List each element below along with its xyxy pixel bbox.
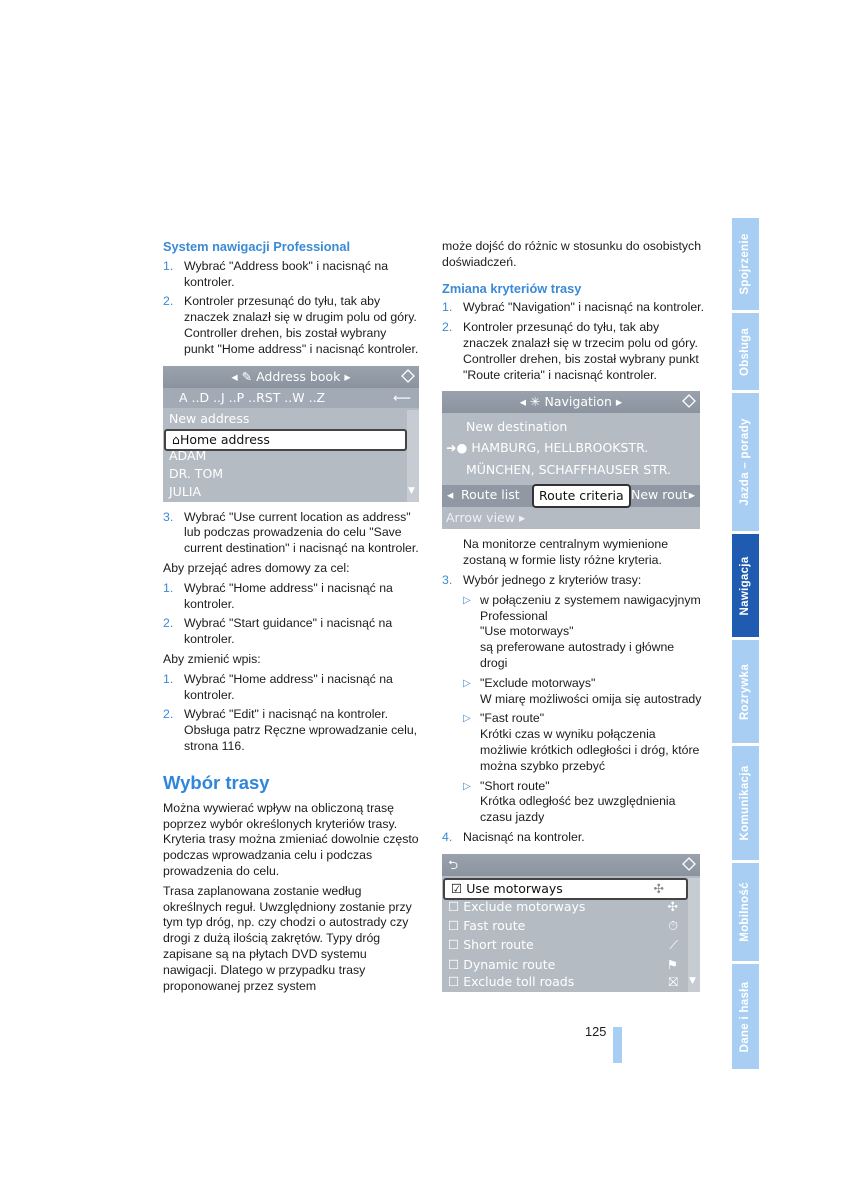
option-line: w połączeniu z systemem nawigacyjnym Professional [480,592,701,623]
option-line: "Fast route" [480,711,545,726]
row-label: Dynamic route [463,956,556,972]
option-line: "Exclude motorways" [480,675,596,690]
triangle-bullet-icon: ▷ [463,594,471,606]
option-short-route[interactable] [442,936,688,954]
paragraph: Na monitorze centralnym wymienione zostaną w formie listy różne kryteria. [463,537,669,568]
option-dynamic-route[interactable] [442,956,688,974]
option-line: "Use motorways" [480,624,574,639]
chevron-down-icon: ▼ [689,975,696,986]
arrow-right-icon: ➜● [446,440,472,456]
steps-list-criteria [442,300,704,383]
scrollbar[interactable] [688,878,700,992]
option-exclude-toll-roads[interactable] [442,973,688,991]
tab-obsluga[interactable] [732,313,759,390]
row-label: Exclude motorways [463,898,586,914]
tab-label: Obsługa [738,327,751,376]
row-label: Exclude toll roads [463,973,575,989]
option-line: Krótka odległość bez uwzględnienia czasu jazdy [480,794,676,825]
step-text: Wybrać "Navigation" i nacisnąć na kontroler. [463,300,705,315]
tab-label: Nawigacja [738,556,751,615]
tab-spojrzenie[interactable] [732,218,759,310]
row-label: ADAM [169,447,207,463]
tab-new-route[interactable]: New rout [631,487,688,503]
checkbox-checked-icon: ☑ [451,880,467,896]
row-label: DR. TOM [169,465,224,481]
list-item [463,711,704,774]
paragraph: Można wywierać wpływ na obliczoną trasę poprzez wybór określonych kryteriów trasy. Kryteria trasy można zmieniać dowolnie często podczas wprowadzania celu i podczas prowadzenia do celu. [163,800,419,878]
list-item[interactable] [442,418,688,436]
option-line: W miarę możliwości omija się autostrady [480,691,702,706]
tab-label: Spojrzenie [738,233,751,295]
settings-diamond-icon [401,369,415,383]
tab-dane-i-hasla[interactable] [732,964,759,1069]
list-item[interactable] [163,483,407,501]
letter-range: A ..D ..J ..P ..RST ..W ..Z [179,389,326,405]
right-column [442,239,704,1000]
row-label: Fast route [463,917,526,933]
checkbox-icon: ☐ [448,956,464,972]
steps-list-step4 [442,830,704,846]
step-number: 4. [442,829,453,844]
address-book-icon: ✎ [241,368,257,384]
list-item [442,573,704,589]
settings-diamond-icon [682,857,696,871]
list-item [463,779,704,826]
steps-list-step3 [442,573,704,589]
tab-right-arrow-icon[interactable]: ▸ [688,487,695,503]
option-exclude-motorways[interactable] [442,898,688,916]
chevron-right-icon: ▸ [514,510,526,526]
tab-rozrywka[interactable] [732,640,759,743]
triangle-bullet-icon: ▷ [463,677,471,689]
tab-komunikacja[interactable] [732,746,759,860]
tab-label: Rozrywka [738,663,751,720]
chevron-down-icon: ▼ [408,485,415,496]
letter-selector[interactable] [163,388,419,408]
step-text: Kontroler przesunąć do tyłu, tak aby znaczek znalazł się w trzecim polu od góry. Controller drehen, bis został wybrany punkt "Route criteria" i nacisnąć kontroler. [463,320,699,382]
option-use-motorways[interactable] [443,878,688,900]
row-label: Use motorways [466,880,563,896]
tab-left-arrow-icon[interactable]: ◂ [447,487,454,503]
tab-label: Jazda – porady [738,418,751,506]
tab-label: Mobilność [738,882,751,942]
arrow-view-label: Arrow view [446,510,515,526]
paragraph: może dojść do różnic w stosunku do osobistych doświadczeń. [442,239,702,269]
tab-mobilnosc[interactable] [732,863,759,961]
row-label: Home address [179,431,270,447]
page-number: 125 [585,1024,607,1039]
screen-title: Navigation [544,394,612,410]
step-text: Wybrać "Home address" i nacisnąć na kontroler. [184,671,393,702]
navigation-screen [442,391,700,529]
list-item [442,320,704,383]
list-item [442,300,704,316]
step-text: Wybrać "Use current location as address" lub podczas prowadzenia do celu "Save current destination" i nacisnąć na kontroler. [184,509,419,556]
step-number: 1. [442,300,453,315]
back-arrow-icon[interactable]: ⮌ [448,856,459,872]
route-criteria-screen [442,854,700,992]
traffic-icon: ⚑ [666,956,678,972]
settings-diamond-icon [682,394,696,408]
paragraph: Trasa zaplanowana zostanie według określnych reguł. Uwzględniony zostanie przy tym typ dróg, np. czy chodzi o autostrady czy drogi z dużą ilością zakrętów. Typy dróg zapisane są na płytach DVD systemu nawigacji. Dlatego w przypadku trasy proponowanej przez system [163,883,412,993]
step-text: Kontroler przesunąć do tyłu, tak aby znaczek znalazł się w drugim polu od góry. Controller drehen, bis został wybrany punkt "Home address" i nacisnąć kontroler. [184,294,419,356]
address-book-screen [163,366,419,502]
step-number: 2. [163,707,174,722]
step-number: 2. [163,616,174,631]
checkbox-icon: ☐ [448,898,464,914]
list-item [163,707,419,754]
no-motorway-icon: ✣ [667,898,678,914]
step-number: 2. [442,320,453,335]
step-number: 3. [442,572,453,587]
section-title-nav-professional: System nawigacji Professional [163,239,351,254]
toll-icon: ⛝ [668,973,678,989]
paragraph: Aby przejąć adres domowy za cel: [163,560,350,575]
paragraph: Aby zmienić wpis: [163,651,261,666]
backspace-icon: ⟵ [393,389,411,405]
motorway-icon: ✣ [653,880,664,896]
chevron-right-icon: ▸ [615,394,623,410]
row-label: New destination [466,419,568,435]
step-text: Wybrać "Edit" i nacisnąć na kontroler. Obsługa patrz Ręczne wprowadzanie celu, strona 116. [184,707,418,753]
left-column [163,239,419,998]
section-title-route-selection: Wybór trasy [163,771,270,793]
stopwatch-icon: ⏱ [668,917,678,933]
tab-nawigacja[interactable] [732,534,759,637]
list-item [163,259,419,291]
list-item [463,676,704,708]
ruler-icon: ⟋ [669,936,678,952]
chevron-left-icon: ◂ [231,368,242,384]
screen-title-bar [442,391,700,413]
list-item[interactable] [163,465,407,483]
list-item [463,593,704,672]
tab-jazda-porady[interactable] [732,393,759,531]
home-icon: ⌂ [172,431,180,447]
row-label: MÜNCHEN, SCHAFFHAUSER STR. [466,462,671,478]
step-text: Wybrać "Home address" i nacisnąć na kontroler. [184,580,393,611]
list-item [442,830,704,846]
scrollbar[interactable] [407,410,419,502]
chevron-left-icon: ◂ [519,394,531,410]
triangle-bullet-icon: ▷ [463,780,471,792]
step-number: 2. [163,294,174,309]
step-text: Wybrać "Address book" i nacisnąć na kontroler. [184,258,389,289]
step-text: Nacisnąć na kontroler. [463,829,585,844]
option-line: "Short route" [480,778,550,793]
criteria-options-list [463,593,704,826]
chapter-tab-bar [732,218,759,1072]
screen-title: Address book [256,368,341,384]
chevron-right-icon: ▸ [344,368,351,384]
screen-title-bar [163,366,419,388]
checkbox-icon: ☐ [448,936,464,952]
list-item-active-destination[interactable] [442,439,688,457]
checkbox-icon: ☐ [448,973,464,989]
list-item[interactable] [442,461,688,479]
list-item [163,672,419,704]
satellite-icon: ✳ [530,394,545,410]
step-text: Wybór jednego z kryteriów trasy: [463,572,642,587]
tab-route-list[interactable]: Route list [461,487,520,503]
step-number: 3. [163,509,174,524]
tab-bar [442,485,700,507]
row-label: HAMBURG, HELLBROOKSTR. [471,440,649,456]
steps-list-2 [163,510,419,557]
triangle-bullet-icon: ▷ [463,713,471,725]
section-title-route-criteria: Zmiana kryteriów trasy [442,280,582,296]
tab-route-criteria[interactable]: Route criteria [532,484,631,508]
list-item [163,581,419,613]
page-marker [613,1027,622,1063]
list-item [163,294,419,357]
step-text: Wybrać "Start guidance" i nacisnąć na kontroler. [184,616,393,647]
steps-list-4 [163,672,419,755]
option-fast-route[interactable] [442,917,688,935]
row-label: New address [169,410,250,426]
step-number: 1. [163,671,174,686]
steps-list-1 [163,259,419,358]
steps-list-3 [163,581,419,648]
checkbox-icon: ☐ [448,917,464,933]
option-line: Krótki czas w wyniku połączenia możliwie krótkich odległości i dróg, które można szybko przebyć [480,727,700,773]
list-item[interactable] [163,410,407,428]
screen-title-bar [442,854,700,876]
row-label: JULIA [169,483,202,499]
list-item[interactable] [163,447,407,465]
tab-label: Komunikacja [738,765,751,841]
tab-label: Dane i hasła [738,981,751,1052]
row-label: Short route [463,936,534,952]
step-number: 1. [163,258,174,273]
arrow-view-item[interactable] [442,507,700,529]
option-line: są preferowane autostrady i główne drogi [480,640,675,670]
list-item [163,510,419,557]
list-item [163,616,419,648]
step-number: 1. [163,580,174,595]
